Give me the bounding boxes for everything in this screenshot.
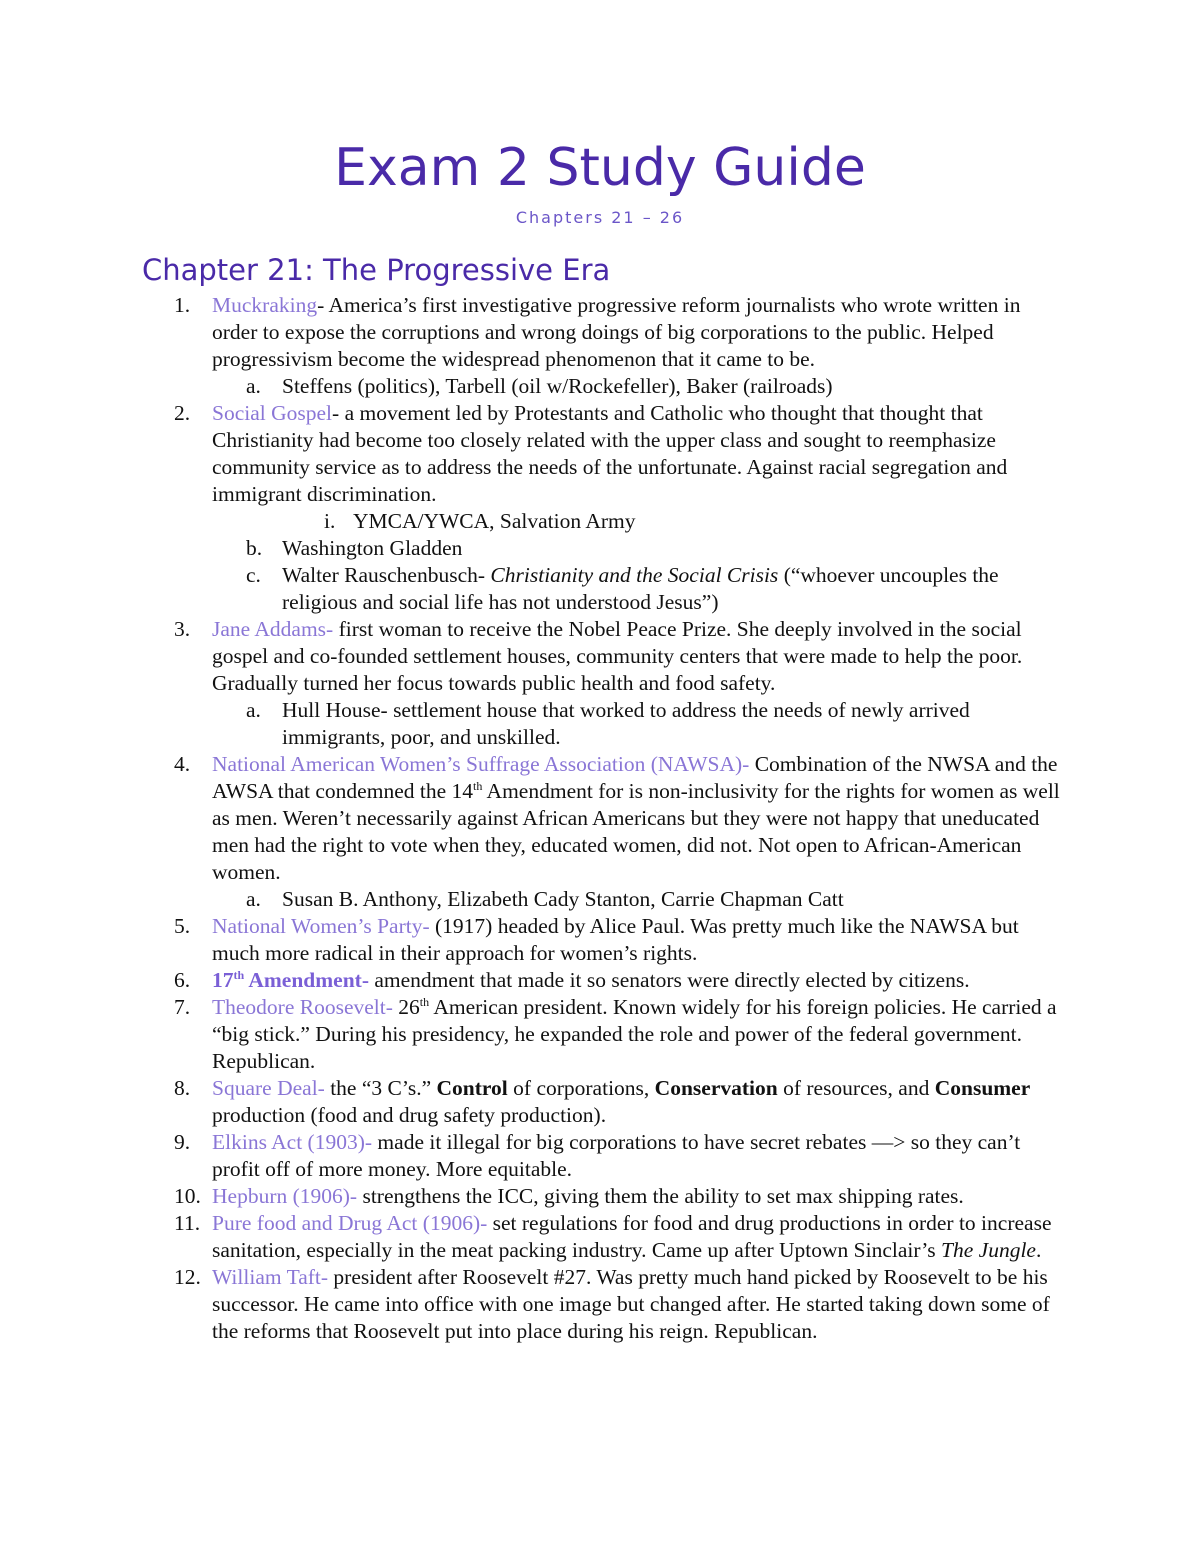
keyword-conservation: Conservation (654, 1076, 778, 1100)
item-text: Amendment for is non-inclusivity for the rights for women as well as men. Weren’t necessarily against African Americans but they were not happy that uneducated men had the right to vote when they, educated women, did not. Not open to African-American women. (212, 779, 1060, 884)
item-text: made it illegal for big corporations to have secret rebates —> so they can’t profit off of more money. More equitable. (212, 1130, 1021, 1181)
ordinal-suffix: th (419, 994, 430, 1009)
item-number: 6. (174, 968, 191, 992)
item-number: 4. (174, 752, 191, 776)
ordinal-suffix: th (473, 778, 483, 793)
sub-item-letter: a. (246, 887, 261, 911)
item-term: Square Deal- (212, 1076, 325, 1100)
list-item-muckraking (0, 292, 1200, 373)
item-text: American president. Known widely for his foreign policies. He carried a “big stick.” During his presidency, he expanded the role and power of the federal government. Republican. (212, 995, 1057, 1073)
item-term: Pure food and Drug Act (1906)- (212, 1211, 488, 1235)
item-number: 2. (174, 401, 191, 425)
item-text: 26 (392, 995, 420, 1019)
item-text: - America’s first investigative progressive reform journalists who wrote written in order to expose the corruptions and wrong doings of big corporations to the public. Helped progressivism become the widespread phenomenon that it came to be. (212, 293, 1021, 371)
item-text: production (food and drug safety production). (212, 1103, 607, 1127)
list-item-social-gospel (0, 400, 1200, 508)
item-text: president after Roosevelt #27. Was pretty much hand picked by Roosevelt to be his successor. He came into office with one image but changed after. He started taking down some of the reforms that Roosevelt put into place during his reign. Republican. (212, 1265, 1050, 1343)
item-text: strengthens the ICC, giving them the ability to set max shipping rates. (357, 1184, 964, 1208)
item-term: Jane Addams- (212, 617, 334, 641)
item-number: 7. (174, 995, 191, 1019)
list-item-hepburn (0, 1183, 1200, 1210)
sub-item (0, 697, 1200, 751)
sub-item-letter: a. (246, 698, 261, 722)
term-number: 17 (212, 968, 234, 992)
item-text: . (1035, 1238, 1042, 1262)
sub-item-letter: c. (246, 563, 261, 587)
sub-item (0, 562, 1200, 616)
item-number: 10. (174, 1184, 201, 1208)
item-term: Social Gospel (212, 401, 333, 425)
list-item-jane-addams (0, 616, 1200, 697)
sub-item-numeral: i. (324, 509, 336, 533)
list-item-elkins-act (0, 1129, 1200, 1183)
item-text: the “3 C’s.” (324, 1076, 437, 1100)
keyword-control: Control (436, 1076, 508, 1100)
ordinal-suffix: th (233, 967, 245, 982)
sub-item-text: Washington Gladden (282, 536, 463, 560)
item-term: National American Women’s Suffrage Association (NAWSA)- (212, 752, 750, 776)
item-number: 3. (174, 617, 191, 641)
document-subtitle: Chapters 21 – 26 (515, 208, 685, 227)
sub-sub-item (0, 508, 1200, 535)
item-text: first woman to receive the Nobel Peace Prize. She deeply involved in the social gospel and co-founded settlement houses, community centers that were made to help the poor. Gradually turned her focus towards public health and food safety. (212, 617, 1023, 695)
item-text: - a movement led by Protestants and Catholic who thought that thought that Christianity had become too closely related with the upper class and sought to reemphasize community service as to address the needs of the unfortunate. Against racial segregation and immigrant discrimination. (212, 401, 1008, 506)
list-item-pure-food-drug-act (0, 1210, 1200, 1264)
sub-item-text: Steffens (politics), Tarbell (oil w/Rockefeller), Baker (railroads) (282, 374, 833, 398)
study-list (0, 292, 1200, 1345)
item-number: 11. (174, 1211, 201, 1235)
list-item-17th-amendment (0, 967, 1200, 994)
item-term: Hepburn (1906)- (212, 1184, 358, 1208)
item-number: 5. (174, 914, 191, 938)
item-number: 12. (174, 1265, 201, 1289)
item-term: William Taft- (212, 1265, 329, 1289)
sub-item-letter: a. (246, 374, 261, 398)
item-number: 9. (174, 1130, 191, 1154)
list-item-national-womens-party (0, 913, 1200, 967)
item-number: 1. (174, 293, 191, 317)
item-term: Theodore Roosevelt- (212, 995, 393, 1019)
chapter-heading: Chapter 21: The Progressive Era (142, 253, 611, 287)
book-title: Christianity and the Social Crisis (490, 563, 779, 587)
keyword-consumer: Consumer (934, 1076, 1031, 1100)
item-text: Combination of the NWSA and the AWSA that condemned the 14 (212, 752, 1058, 803)
sub-item (0, 886, 1200, 913)
list-item-william-taft (0, 1264, 1200, 1345)
item-term: Muckraking (212, 293, 318, 317)
item-text: set regulations for food and drug productions in order to increase sanitation, especially in the meat packing industry. Came up after Uptown Sinclair’s (212, 1211, 1052, 1262)
list-item-nawsa (0, 751, 1200, 886)
sub-item-text: Walter Rauschenbusch- (282, 563, 491, 587)
item-term: National Women’s Party- (212, 914, 430, 938)
sub-item-text: YMCA/YWCA, Salvation Army (353, 509, 636, 533)
sub-item-text: Hull House- settlement house that worked to address the needs of newly arrived immigrants, poor, and unskilled. (282, 698, 970, 749)
item-number: 8. (174, 1076, 191, 1100)
sub-item (0, 535, 1200, 562)
sub-item-letter: b. (246, 536, 263, 560)
sub-item-text: Susan B. Anthony, Elizabeth Cady Stanton, Carrie Chapman Catt (282, 887, 844, 911)
document-title: Exam 2 Study Guide (334, 138, 866, 198)
sub-item (0, 373, 1200, 400)
sub-item-text: (“whoever uncouples the religious and social life has not understood Jesus”) (282, 563, 999, 614)
list-item-square-deal (0, 1075, 1200, 1129)
list-item-theodore-roosevelt (0, 994, 1200, 1075)
item-text: of resources, and (777, 1076, 935, 1100)
item-text: of corporations, (507, 1076, 655, 1100)
term-label: Amendment- (244, 968, 369, 992)
item-term (212, 968, 369, 992)
item-text: amendment that made it so senators were directly elected by citizens. (368, 968, 970, 992)
item-term: Elkins Act (1903)- (212, 1130, 373, 1154)
book-title: The Jungle (941, 1238, 1036, 1262)
item-text: (1917) headed by Alice Paul. Was pretty much like the NAWSA but much more radical in their approach for women’s rights. (212, 914, 1019, 965)
